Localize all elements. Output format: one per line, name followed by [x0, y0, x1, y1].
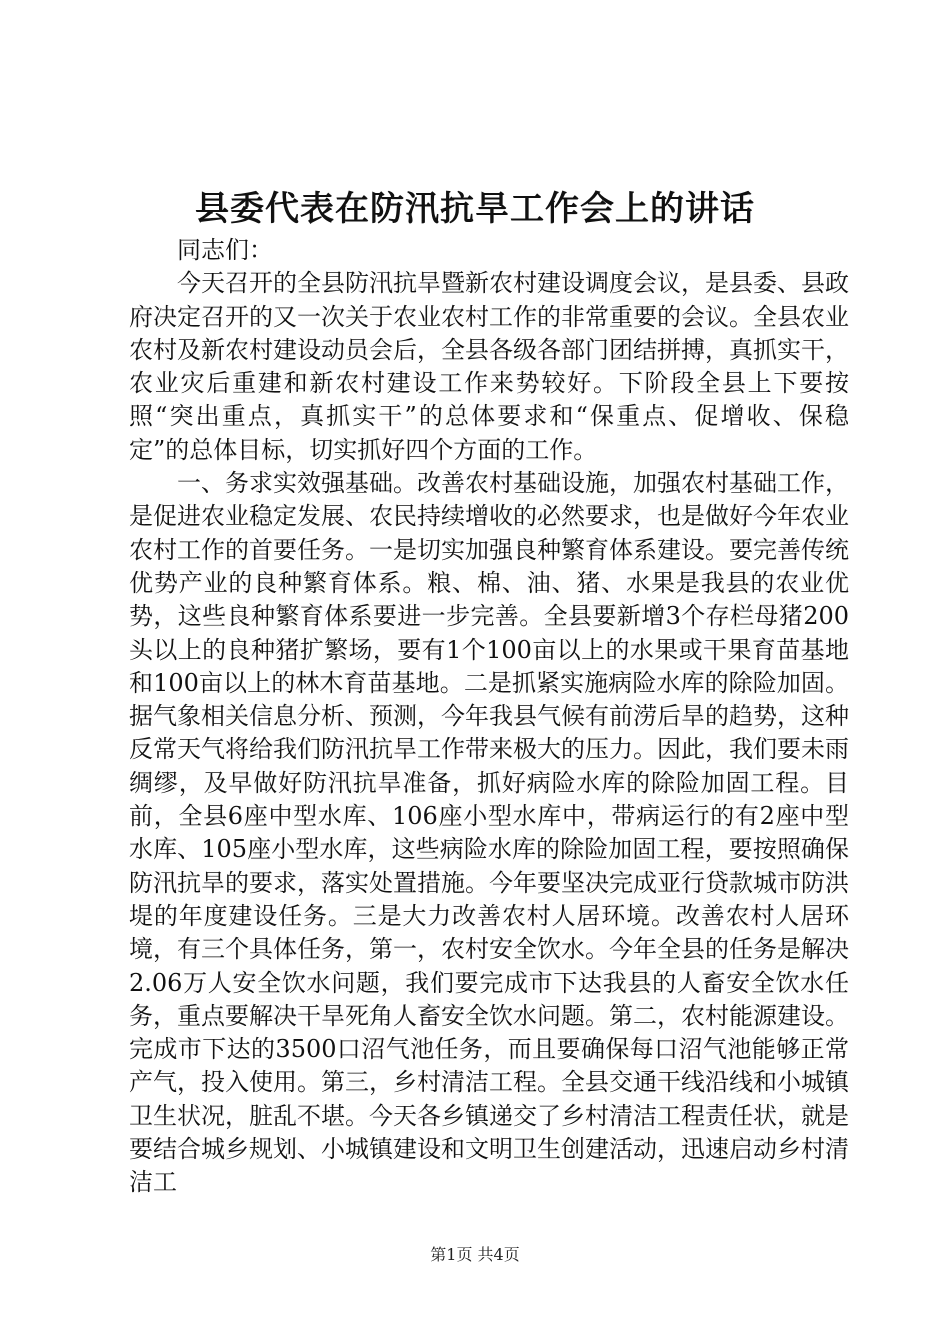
- document-title: 县委代表在防汛抗旱工作会上的讲话: [195, 189, 755, 229]
- salutation: 同志们：: [177, 236, 273, 264]
- document-body: [129, 234, 849, 1200]
- page-footer: 第1页 共4页: [430, 1245, 520, 1264]
- paragraph-section-one: 一、务求实效强基础。改善农村基础设施，加强农村基础工作，是促进农业稳定发展、农民持续增收的必然要求，也是做好今年农业农村工作的首要任务。一是切实加强良种繁育体系建设。要完善传统优势产业的良种繁育体系。粮、棉、油、猪、水果是我县的农业优势，这些良种繁育体系要进一步完善。全县要新增3个存栏母猪200头以上的良种猪扩繁场，要有1个100亩以上的水果或干果育苗基地和100亩以上的林木育苗基地。二是抓紧实施病险水库的除险加固。据气象相关信息分析、预测，今年我县气候有前涝后旱的趋势，这种反常天气将给我们防汛抗旱工作带来极大的压力。因此，我们要未雨绸缪，及早做好防汛抗旱准备，抓好病险水库的除险加固工程。目前，全县6座中型水库、106座小型水库中，带病运行的有2座中型水库、105座小型水库，这些病险水库的除险加固工程，要按照确保防汛抗旱的要求，落实处置措施。今年要坚决完成亚行贷款城市防洪堤的年度建设任务。三是大力改善农村人居环境。改善农村人居环境，有三个具体任务，第一，农村安全饮水。今年全县的任务是解决2.06万人安全饮水问题，我们要完成市下达我县的人畜安全饮水任务，重点要解决干旱死角人畜安全饮水问题。第二，农村能源建设。完成市下达的3500口沼气池任务，而且要确保每口沼气池能够正常产气，投入使用。第三，乡村清洁工程。全县交通干线沿线和小城镇卫生状况，脏乱不堪。今天各乡镇递交了乡村清洁工程责任状，就是要结合城乡规划、小城镇建设和文明卫生创建活动，迅速启动乡村清洁工: [129, 469, 849, 1197]
- paragraph-intro: 今天召开的全县防汛抗旱暨新农村建设调度会议，是县委、县政府决定召开的又一次关于农业农村工作的非常重要的会议。全县农业农村及新农村建设动员会后，全县各级各部门团结拼搏，真抓实干，农业灾后重建和新农村建设工作来势较好。下阶段全县上下要按照“突出重点，真抓实干”的总体要求和“保重点、促增收、保稳定”的总体目标，切实抓好四个方面的工作。: [129, 269, 849, 464]
